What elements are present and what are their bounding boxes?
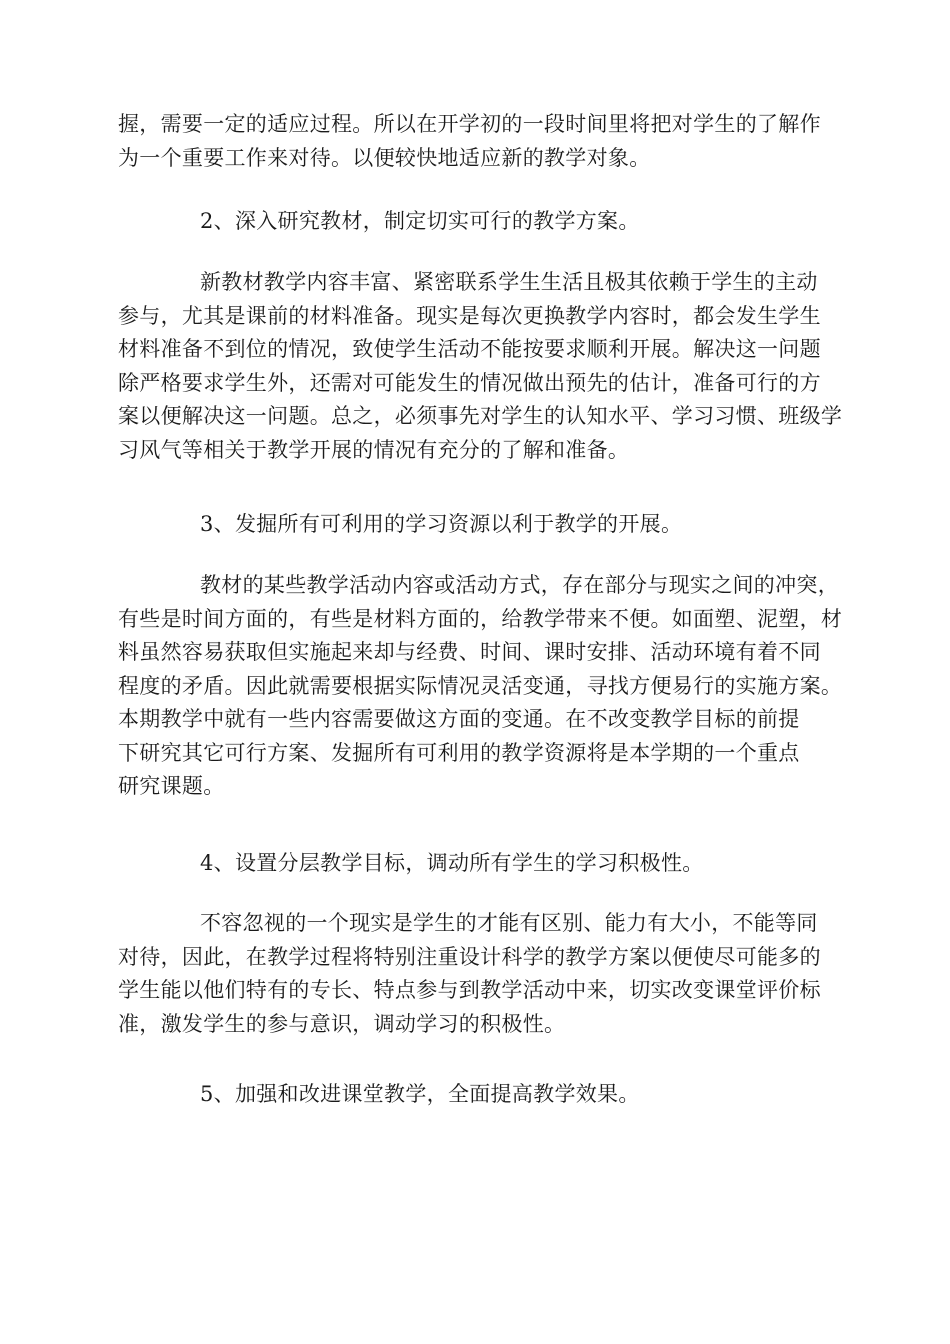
paragraph-line: 参与，尤其是课前的材料准备。现实是每次更换教学内容时，都会发生学生 — [118, 303, 821, 328]
heading-text: 4、设置分层教学目标，调动所有学生的学习积极性。 — [200, 851, 704, 875]
section-heading-2 — [118, 205, 924, 239]
heading-text: 3、发掘所有可利用的学习资源以利于教学的开展。 — [200, 512, 683, 536]
paragraph-line: 为一个重要工作来对待。以便较快地适应新的教学对象。 — [118, 145, 651, 170]
paragraph-line: 不容忽视的一个现实是学生的才能有区别、能力有大小，不能等同 — [200, 911, 818, 935]
paragraph-line: 案以便解决这一问题。总之，必须事先对学生的认知水平、学习习惯、班级学 — [118, 404, 843, 428]
paragraph-intro-continued — [118, 108, 842, 175]
paragraph-section-3 — [118, 569, 842, 804]
paragraph-line: 习风气等相关于教学开展的情况有充分的了解和准备。 — [118, 437, 630, 462]
paragraph-line: 程度的矛盾。因此就需要根据实际情况灵活变通，寻找方便易行的实施方案。 — [118, 673, 843, 698]
paragraph-line: 对待，因此，在教学过程将特别注重设计科学的教学方案以便使尽可能多的 — [118, 944, 821, 969]
paragraph-section-4 — [118, 907, 842, 1041]
section-heading-5 — [118, 1078, 924, 1112]
section-heading-3 — [118, 508, 924, 542]
paragraph-line: 学生能以他们特有的专长、特点参与到教学活动中来，切实改变课堂评价标 — [118, 978, 821, 1002]
paragraph-line: 新教材教学内容丰富、紧密联系学生生活且极其依赖于学生的主动 — [200, 270, 818, 294]
paragraph-line: 握，需要一定的适应过程。所以在开学初的一段时间里将把对学生的了解作 — [118, 112, 821, 136]
paragraph-line: 教材的某些教学活动内容或活动方式，存在部分与现实之间的冲突， — [200, 573, 839, 597]
paragraph-section-2 — [118, 266, 842, 467]
paragraph-line: 下研究其它可行方案、发掘所有可利用的教学资源将是本学期的一个重点 — [118, 740, 800, 765]
paragraph-line: 准，激发学生的参与意识，调动学习的积极性。 — [118, 1011, 566, 1036]
paragraph-line: 料虽然容易获取但实施起来却与经费、时间、课时安排、活动环境有着不同 — [118, 640, 821, 664]
section-heading-4 — [118, 847, 924, 881]
paragraph-line: 研究课题。 — [118, 774, 225, 798]
heading-text: 2、深入研究教材，制定切实可行的教学方案。 — [200, 209, 640, 233]
paragraph-line: 材料准备不到位的情况，致使学生活动不能按要求顺利开展。解决这一问题 — [118, 337, 821, 361]
heading-text: 5、加强和改进课堂教学，全面提高教学效果。 — [200, 1082, 640, 1106]
paragraph-line: 除严格要求学生外，还需对可能发生的情况做出预先的估计，准备可行的方 — [118, 370, 821, 395]
paragraph-line: 有些是时间方面的，有些是材料方面的，给教学带来不便。如面塑、泥塑，材 — [118, 606, 843, 631]
paragraph-line: 本期教学中就有一些内容需要做这方面的变通。在不改变教学目标的前提 — [118, 707, 800, 731]
